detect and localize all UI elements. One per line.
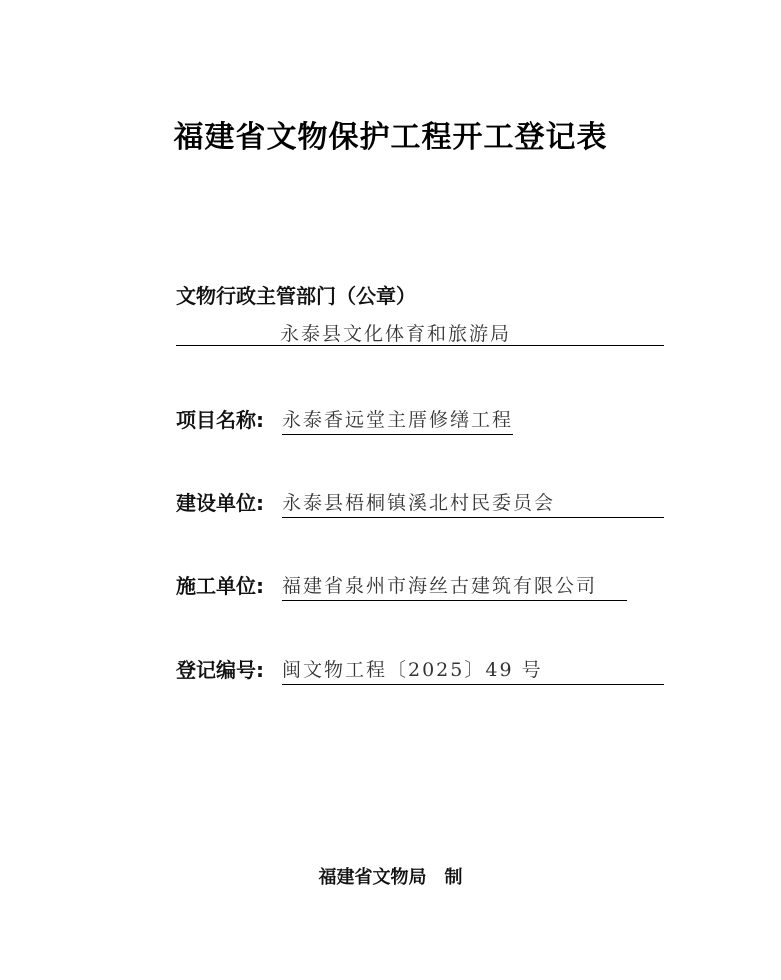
construction-unit-value: 福建省泉州市海丝古建筑有限公司 xyxy=(282,571,627,601)
project-name-value: 永泰香远堂主厝修缮工程 xyxy=(282,405,513,435)
construction-unit-label: 施工单位: xyxy=(176,574,264,598)
construction-unit-row xyxy=(176,570,664,598)
project-name-row xyxy=(176,404,664,432)
registration-number-value: 闽文物工程〔2025〕49 号 xyxy=(282,655,664,685)
registration-number-label: 登记编号: xyxy=(176,658,264,682)
registration-number-row xyxy=(176,654,664,682)
builder-unit-value: 永泰县梧桐镇溪北村民委员会 xyxy=(282,488,664,518)
issuer-footer: 福建省文物局 制 xyxy=(318,867,463,888)
builder-unit-label: 建设单位: xyxy=(176,491,264,515)
authority-value: 永泰县文化体育和旅游局 xyxy=(280,323,512,345)
authority-label: 文物行政主管部门（公章） xyxy=(176,284,416,308)
page-title: 福建省文物保护工程开工登记表 xyxy=(173,120,608,155)
project-name-label: 项目名称: xyxy=(176,408,264,432)
builder-unit-row xyxy=(176,487,664,515)
authority-underline xyxy=(176,319,664,346)
